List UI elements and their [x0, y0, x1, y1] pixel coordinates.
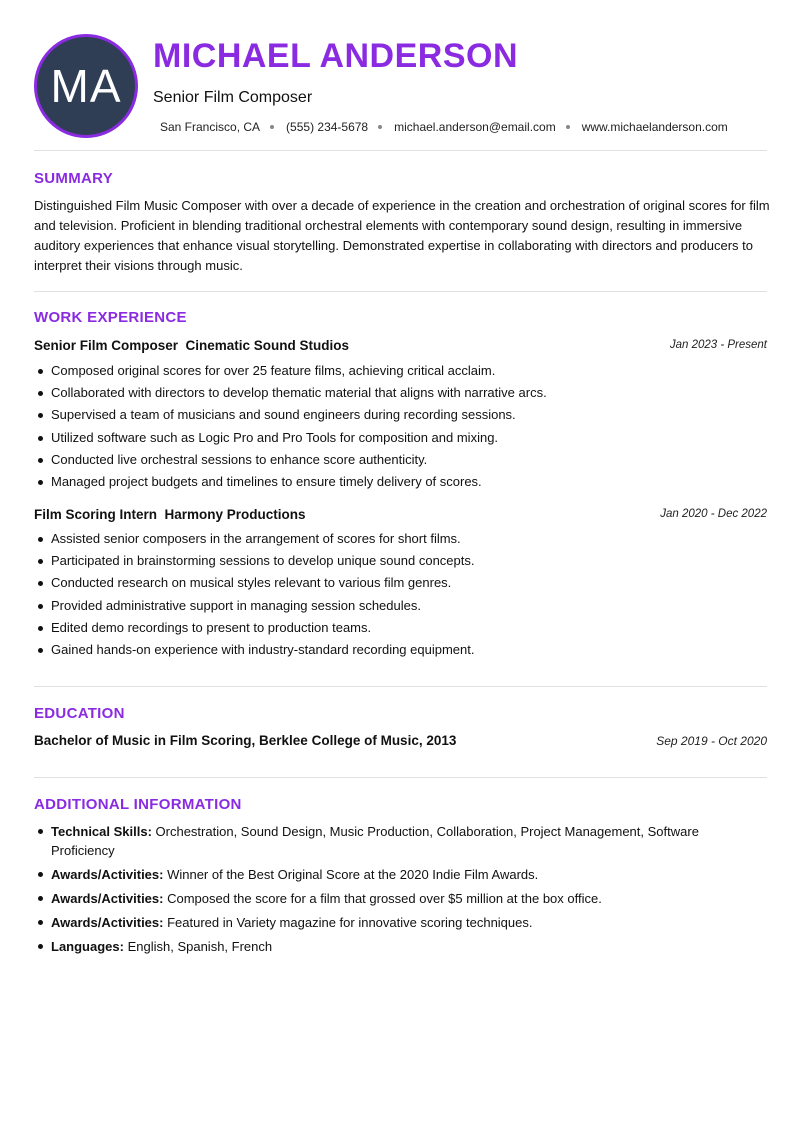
item-label: Awards/Activities: [51, 891, 164, 906]
job-date: Jan 2023 - Present [669, 339, 767, 351]
job-header [34, 338, 767, 356]
list-item: Conducted research on musical styles relevant to various film genres. [34, 572, 767, 594]
contact-location: San Francisco, CA [160, 120, 261, 134]
contact-bar [160, 120, 728, 134]
list-item: Conducted live orchestral sessions to enhance score authenticity. [34, 449, 767, 471]
job-title: Senior Film Composer Cinematic Sound Studios [34, 338, 350, 353]
education-heading: EDUCATION [34, 705, 125, 722]
item-text: Orchestration, Sound Design, Music Production, Collaboration, Project Management, Software Proficiency [51, 824, 699, 858]
list-item: Provided administrative support in managing session schedules. [34, 595, 767, 617]
divider [34, 686, 767, 687]
list-item [34, 822, 734, 860]
divider [34, 777, 767, 778]
divider [34, 150, 767, 151]
contact-website[interactable]: www.michaelanderson.com [581, 120, 728, 134]
item-label: Awards/Activities: [51, 867, 164, 882]
contact-phone: (555) 234-5678 [286, 120, 369, 134]
list-item: Managed project budgets and timelines to ensure timely delivery of scores. [34, 471, 767, 493]
job-title: Film Scoring Intern Harmony Productions [34, 507, 306, 522]
list-item: Supervised a team of musicians and sound engineers during recording sessions. [34, 404, 767, 426]
list-item [34, 889, 734, 908]
list-item: Gained hands-on experience with industry-standard recording equipment. [34, 639, 767, 661]
item-text: English, Spanish, French [123, 939, 273, 954]
avatar-initials: MA [50, 60, 122, 112]
item-text: Winner of the Best Original Score at the 2020 Indie Film Awards. [163, 867, 539, 882]
summary-text: Distinguished Film Music Composer with over a decade of experience in the creation and orchestration of original scores for film and television. Proficient in blending traditional orchestral elements with contemporary sound design, resulting in immersive auditory experiences that enhance visual storytelling. Demonstrated expertise in collaborating with directors and producers to interpret their visions through music. [34, 198, 770, 273]
education-date: Sep 2019 - Oct 2020 [656, 734, 767, 748]
list-item: Composed original scores for over 25 feature films, achieving critical acclaim. [34, 360, 767, 382]
degree: Bachelor of Music in Film Scoring, Berklee College of Music, 2013 [34, 733, 457, 748]
job-bullets [34, 360, 767, 493]
list-item: Collaborated with directors to develop thematic material that aligns with narrative arcs. [34, 382, 767, 404]
list-item [34, 937, 734, 956]
job-header [34, 507, 767, 525]
separator-dot [270, 125, 274, 129]
job-date: Jan 2020 - Dec 2022 [660, 508, 767, 520]
list-item: Utilized software such as Logic Pro and Pro Tools for composition and mixing. [34, 427, 767, 449]
candidate-role: Senior Film Composer [153, 89, 313, 106]
candidate-name: MICHAEL ANDERSON [153, 37, 519, 75]
separator-dot [566, 125, 570, 129]
list-item: Participated in brainstorming sessions to develop unique sound concepts. [34, 550, 767, 572]
divider [34, 291, 767, 292]
list-item [34, 913, 734, 932]
list-item: Edited demo recordings to present to production teams. [34, 617, 767, 639]
list-item [34, 865, 734, 884]
list-item: Assisted senior composers in the arrangement of scores for short films. [34, 528, 767, 550]
avatar [34, 34, 138, 138]
item-label: Technical Skills: [51, 824, 152, 839]
education-entry [34, 733, 767, 751]
additional-info-heading: ADDITIONAL INFORMATION [34, 796, 242, 813]
summary-heading: SUMMARY [34, 170, 114, 187]
work-experience-heading: WORK EXPERIENCE [34, 309, 187, 326]
separator-dot [378, 125, 382, 129]
item-text: Featured in Variety magazine for innovative scoring techniques. [163, 915, 533, 930]
item-label: Awards/Activities: [51, 915, 164, 930]
contact-email[interactable]: michael.anderson@email.com [394, 120, 556, 134]
item-label: Languages: [51, 939, 124, 954]
item-text: Composed the score for a film that grossed over $5 million at the box office. [163, 891, 602, 906]
job-bullets [34, 528, 767, 661]
additional-info-list [34, 822, 734, 961]
